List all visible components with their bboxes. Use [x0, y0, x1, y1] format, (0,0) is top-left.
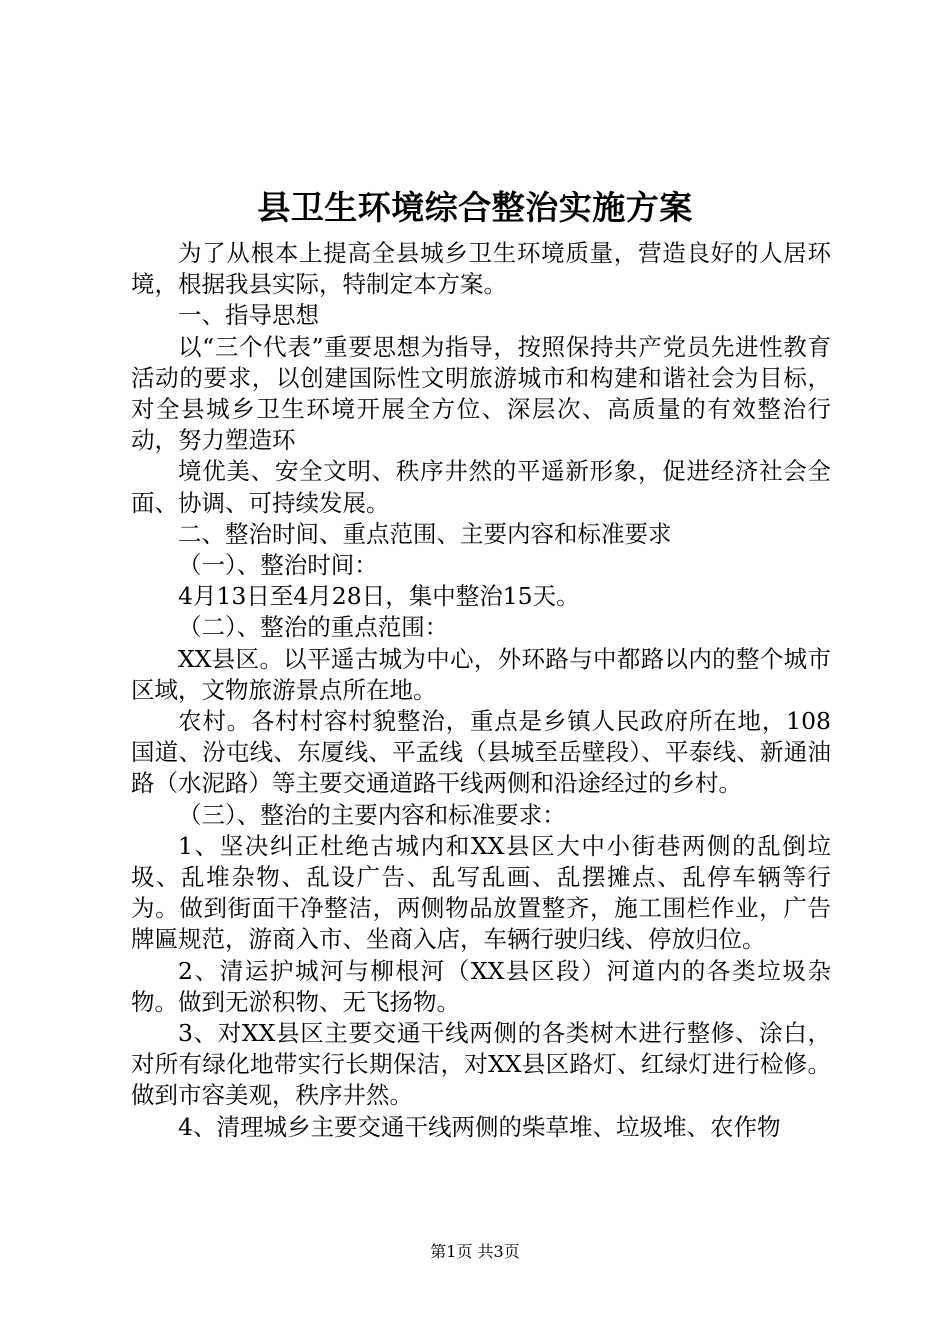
list-item-3: 3、对XX县区主要交通干线两侧的各类树木进行整修、涂白，对所有绿化地带实行长期保洁，对XX县区路灯、红绿灯进行检修。做到市容美观，秩序井然。: [131, 1019, 831, 1110]
list-item-4: 4、清理城乡主要交通干线两侧的柴草堆、垃圾堆、农作物: [178, 1112, 781, 1141]
list-item-2: 2、清运护城河与柳根河（XX县区段）河道内的各类垃圾杂物。做到无淤积物、无飞扬物。: [131, 956, 831, 1016]
document-body: [131, 238, 831, 1143]
list-item-1: 1、坚决纠正杜绝古城内和XX县区大中小街巷两侧的乱倒垃圾、乱堆杂物、乱设广告、乱写乱画、乱摆摊点、乱停车辆等行为。做到街面干净整洁，两侧物品放置整齐，施工围栏作业，广告牌匾规范，游商入市、坐商入店，车辆行驶归线、停放归位。: [131, 831, 831, 954]
section-heading-time-scope: 二、整治时间、重点范围、主要内容和标准要求: [178, 519, 672, 548]
page-footer: 第1页 共3页: [430, 1242, 520, 1261]
paragraph-scope-rural: 农村。各村村容村貌整治，重点是乡镇人民政府所在地，108国道、汾屯线、东厦线、平孟线（县城至岳壁段）、平泰线、新通油路（水泥路）等主要交通道路干线两侧和沿途经过的乡村。: [131, 707, 831, 798]
section-heading-guiding-thought: 一、指导思想: [178, 301, 319, 330]
paragraph-guiding-thought: 以“三个代表”重要思想为指导，按照保持共产党员先进性教育活动的要求，以创建国际性文明旅游城市和构建和谐社会为目标，对全县城乡卫生环境开展全方位、深层次、高质量的有效整治行动，努力塑造环: [131, 332, 831, 455]
paragraph-intro: 为了从根本上提高全县城乡卫生环境质量，营造良好的人居环境，根据我县实际，特制定本方案。: [131, 239, 831, 299]
document-title: 县卫生环境综合整治实施方案: [257, 188, 693, 227]
paragraph-scope-county: XX县区。以平遥古城为中心，外环路与中都路以内的整个城市区域，文物旅游景点所在地。: [131, 644, 831, 704]
paragraph-guiding-thought-cont: 境优美、安全文明、秩序井然的平遥新形象，促进经济社会全面、协调、可持续发展。: [131, 457, 831, 517]
subsection-heading-scope: （二）、整治的重点范围：: [178, 613, 449, 642]
subsection-heading-content: （三）、整治的主要内容和标准要求：: [178, 800, 566, 829]
subsection-heading-time: （一）、整治时间：: [178, 551, 378, 580]
paragraph-time: 4月13日至4月28日，集中整治15天。: [178, 582, 580, 611]
